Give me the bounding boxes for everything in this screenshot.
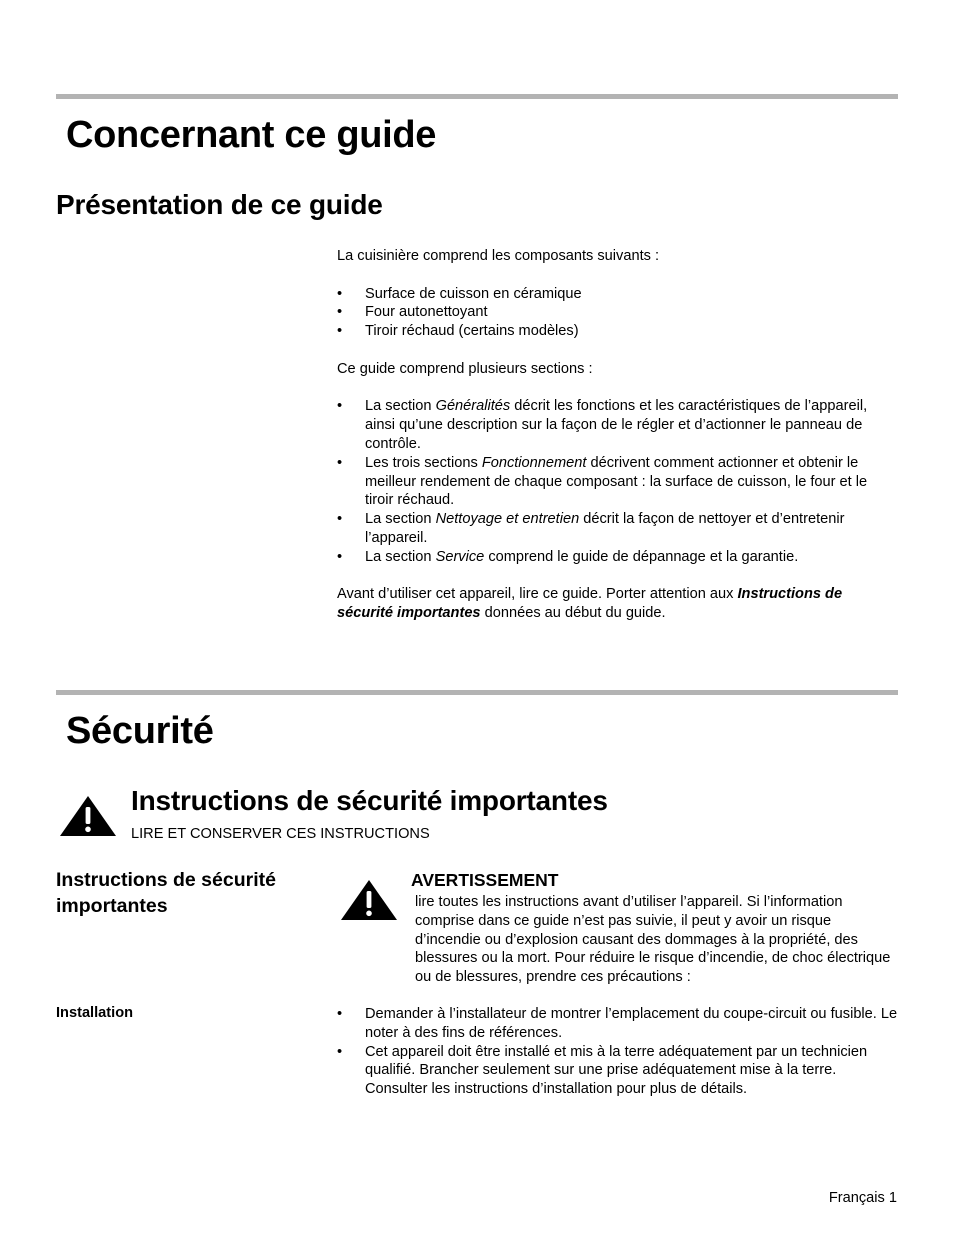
warning-triangle-icon [59, 795, 117, 837]
bullet: • [337, 1006, 343, 1022]
list-item: • Demander à l’installateur de montrer l’emplacement du coupe-circuit ou fusible. Le noter à des fins de références. [337, 1006, 898, 1041]
safety-reference: Instructions de sécurité importantes [337, 586, 843, 622]
read-keep-instructions: LIRE ET CONSERVER CES INSTRUCTIONS [131, 826, 430, 842]
section-divider-top [56, 94, 898, 99]
components-intro: La cuisinière comprend les composants suivants : [337, 248, 660, 264]
components-list [337, 285, 899, 341]
important-safety-heading: Instructions de sécurité importantes [131, 785, 608, 816]
sections-intro: Ce guide comprend plusieurs sections : [337, 360, 593, 377]
list-item: • Tiroir réchaud (certains modèles) [337, 323, 579, 340]
bullet: • [337, 398, 343, 415]
section-name: Généralités [435, 398, 511, 415]
section-name: Service [435, 548, 485, 565]
section-name: Fonctionnement [481, 454, 587, 471]
bullet: • [337, 454, 343, 471]
list-item: • Surface de cuisson en céramique [337, 285, 582, 302]
section-divider-safety [56, 690, 898, 695]
closing-note: Avant d’utiliser cet appareil, lire ce guide. Porter attention aux Instructions de sécurité importantes données au début du guide. [337, 586, 843, 622]
warning-triangle-icon [340, 879, 398, 921]
list-item: • Cet appareil doit être installé et mis à la terre adéquatement par un technicien qualifié. Brancher seulement sur une prise adéquatement mise à la terre. Consulter les instructions d’installation pour plus de détails. [337, 1043, 868, 1098]
page-number: Français 1 [828, 1190, 897, 1206]
bullet: • [337, 323, 343, 340]
bullet: • [337, 304, 343, 321]
subtitle-presentation: Présentation de ce guide [56, 189, 383, 220]
warning-title: AVERTISSEMENT [411, 870, 559, 890]
warning-text: lire toutes les instructions avant d’utiliser l’appareil. Si l’information comprise dans ce guide n’est pas suivie, il peut y avoir un risque d’incendie ou d’explosion causant des dommages à la propriété, des blessures ou la mort. Pour réduire le risque d’incendie, de choc électrique ou de blessures, prendre ces précautions : [415, 894, 891, 986]
sections-list [337, 397, 899, 566]
list-item: • La section Généralités décrit les fonctions et les caractéristiques de l’appareil, ainsi qu’une description sur la façon de le régler et d’actionner le panneau de contrôle. [337, 398, 868, 452]
list-item: • La section Service comprend le guide de dépannage et la garantie. [337, 548, 799, 565]
installation-label: Installation [56, 1005, 134, 1021]
bullet: • [337, 1043, 343, 1060]
list-item: • Four autonettoyant [337, 304, 488, 321]
page-title-securite: Sécurité [66, 710, 214, 752]
bullet: • [337, 548, 343, 565]
side-heading-safety: Instructions de sécurité importantes [56, 869, 276, 917]
installation-body [337, 1005, 899, 1099]
list-item: • Les trois sections Fonctionnement décrivent comment actionner et obtenir le meilleur rendement de chaque composant : la surface de cuisson, le four et le tiroir réchaud. [337, 454, 868, 509]
list-item: • La section Nettoyage et entretien décrit la façon de nettoyer et d’entretenir l’appareil. [337, 511, 845, 546]
section-name: Nettoyage et entretien [435, 511, 580, 528]
bullet: • [337, 285, 343, 302]
presentation-body [337, 247, 899, 623]
installation-list [337, 1005, 899, 1099]
page-title-concernant: Concernant ce guide [66, 114, 437, 156]
bullet: • [337, 511, 343, 528]
